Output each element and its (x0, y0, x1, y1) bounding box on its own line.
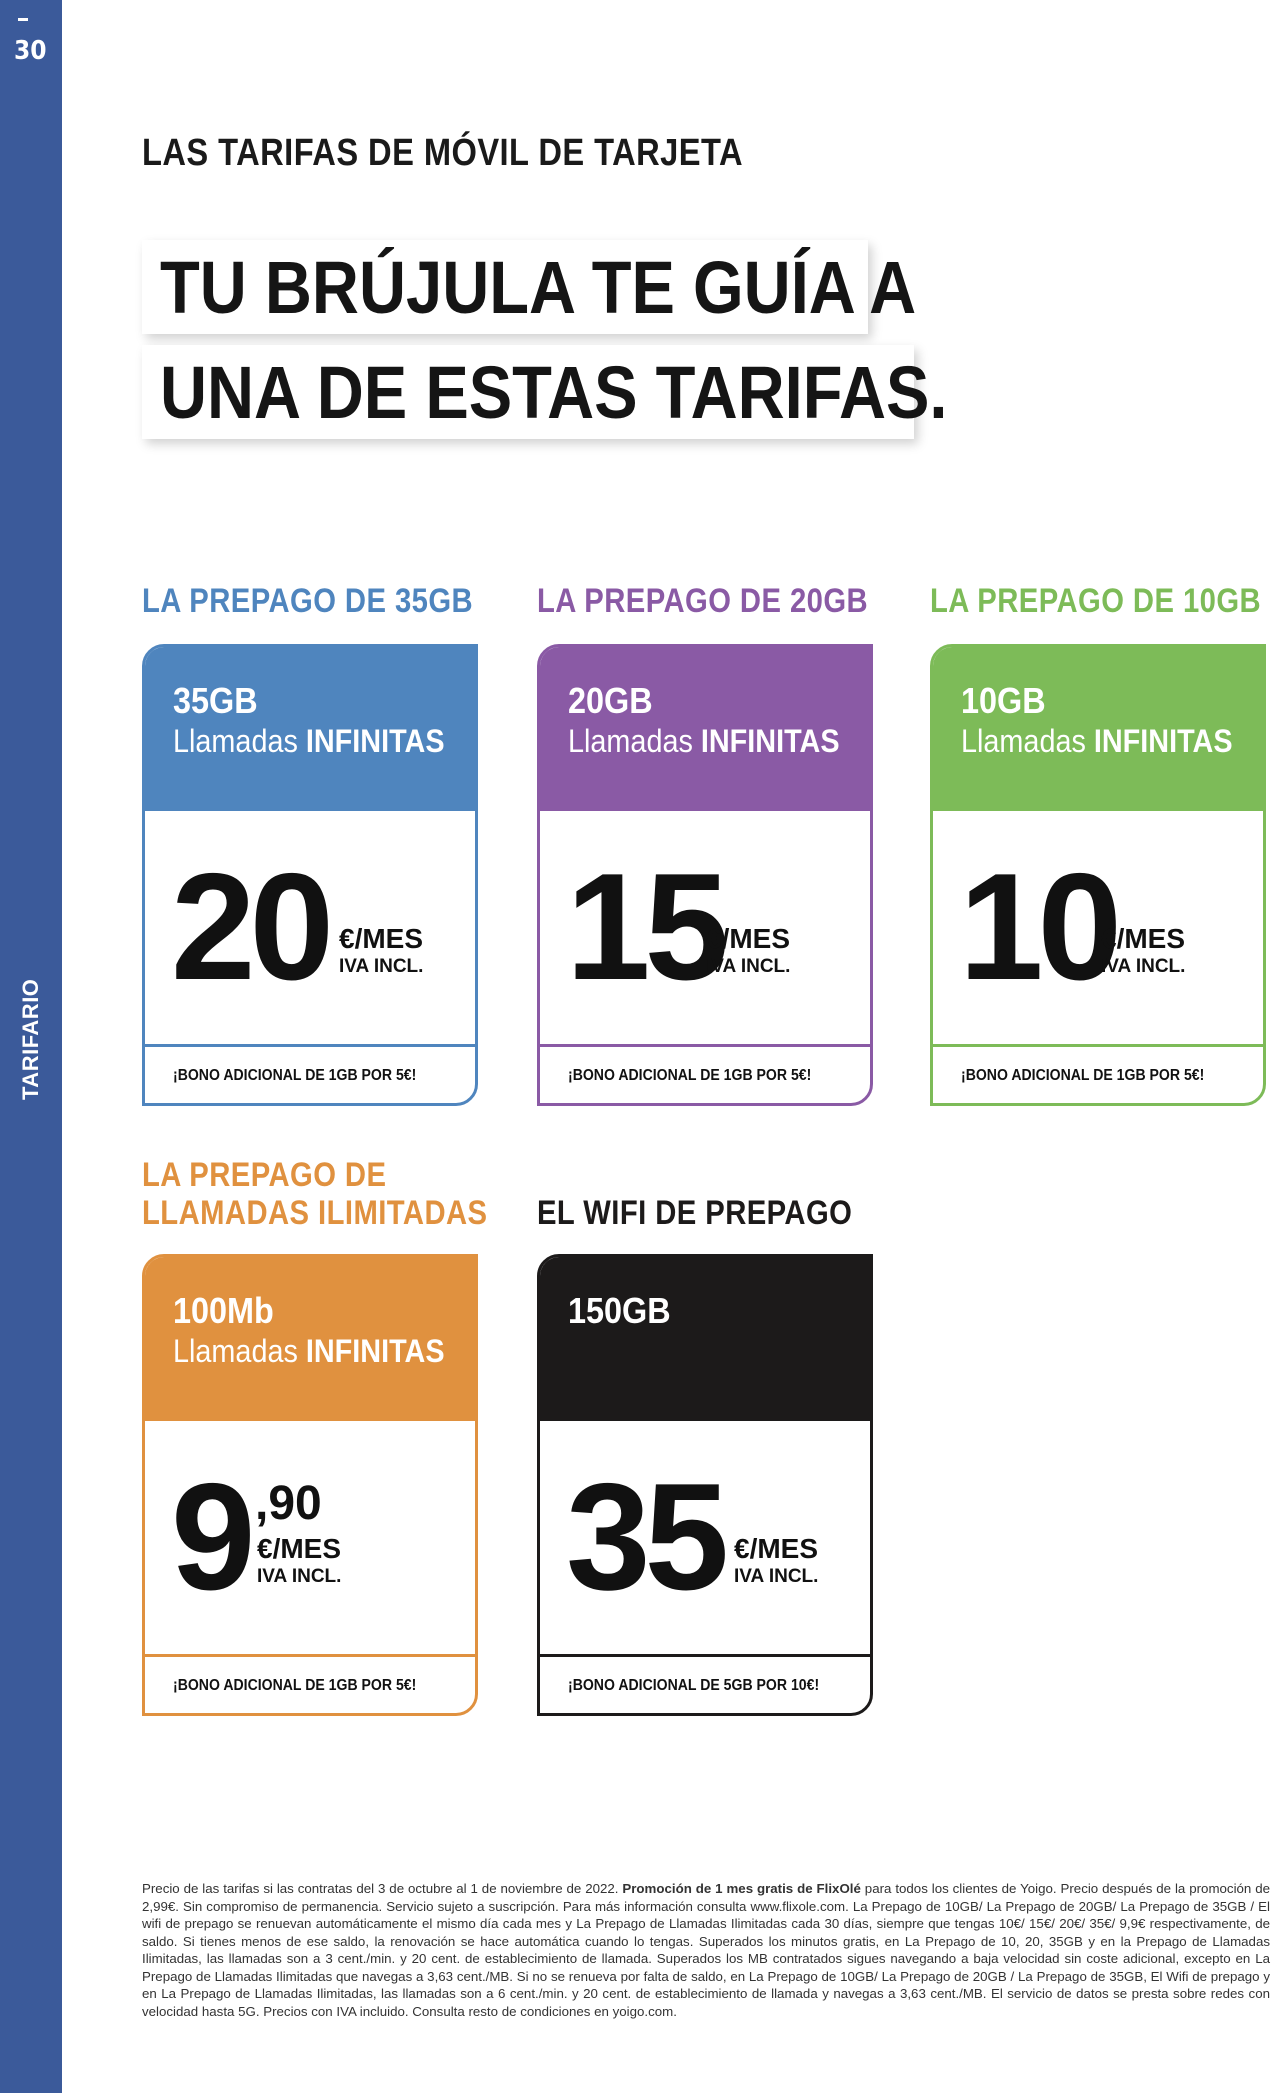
plan-card-header (540, 1257, 870, 1421)
plan-data-amount: 20GB (568, 680, 653, 721)
price-unit: €/MES (706, 923, 791, 954)
menu-dash-icon (18, 18, 28, 21)
headline-line-2: UNA DE ESTAS TARIFAS. (142, 345, 914, 439)
price-tax-note: IVA INCL. (706, 956, 791, 977)
price-unit: €/MES (339, 923, 424, 954)
price-tax-note: IVA INCL. (734, 1566, 819, 1587)
headline-line-1: TU BRÚJULA TE GUÍA A (142, 240, 868, 334)
plan-calls: Llamadas INFINITAS (173, 723, 445, 759)
plan-card-header (145, 1257, 475, 1421)
price-tax-note: IVA INCL. (257, 1566, 342, 1587)
plan-data-amount: 35GB (173, 680, 258, 721)
plan-bonus: ¡BONO ADICIONAL DE 1GB POR 5€! (173, 1067, 417, 1084)
card-divider (145, 1044, 475, 1047)
section-label: TARIFARIO (18, 978, 43, 1100)
plan-title-wifi-prepago: EL WIFI DE PREPAGO (537, 1194, 853, 1232)
sidebar (0, 0, 62, 2093)
page-number: 30 (14, 36, 47, 66)
plan-card-header (540, 647, 870, 811)
plan-data-amount: 10GB (961, 680, 1046, 721)
price-value: 20 (171, 842, 329, 1012)
plan-card-20gb[interactable] (537, 644, 873, 1106)
page-kicker: LAS TARIFAS DE MÓVIL DE TARJETA (142, 132, 744, 174)
price-unit: €/MES (734, 1533, 819, 1564)
plan-title-35gb: LA PREPAGO DE 35GB (142, 582, 474, 620)
legal-footnote: Precio de las tarifas si las contratas del 3 de octubre al 1 de noviembre de 2022. Promoción de 1 mes gratis de FlixOlé para todos los clientes de Yoigo. Precio después de la promoción de 2,99€. Sin compromiso de permanencia. Servicio sujeto a suscripción. Para más información consulta www.flixole.com. La Prepago de 10GB/ La Prepago de 20GB/ La Prepago de 35GB / El wifi de prepago se renuevan automáticamente el mismo día cada mes y La Prepago de Llamadas Ilimitadas cada 30 días, siempre que tengas 10€/ 15€/ 20€/ 35€/ 9,9€ respectivamente, de saldo. Si tienes menos de ese saldo, la renovación se hace automática cuando lo tengas. Superados los minutos gratis, en La Prepago de 10, 20, 35GB y en la Prepago de Llamadas Ilimitadas, las llamadas son a 3 cent./min. y 20 cent. de establecimiento de llamada. Superados los MB contratados sigues navegando a baja velocidad sin coste adicional, excepto en La Prepago de Llamadas Ilimitadas que navegas a 3,63 cent./MB. Si no se renueva por falta de saldo, en La Prepago de 10GB/ La Prepago de 20GB / La Prepago de 35GB, El Wifi de prepago y en La Prepago de Llamadas Ilimitadas, las llamadas son a 6 cent./min. y 20 cent. de establecimiento de llamada y navegas a 3,63 cent./MB. El servicio de datos se presta sobre redes con velocidad hasta 5G. Precios con IVA incluido. Consulta resto de condiciones en yoigo.com. (142, 1881, 1271, 2019)
plan-title-20gb: LA PREPAGO DE 20GB (537, 582, 869, 620)
card-divider (540, 1654, 870, 1657)
plan-calls: Llamadas INFINITAS (961, 723, 1233, 759)
plan-bonus: ¡BONO ADICIONAL DE 1GB POR 5€! (173, 1677, 417, 1694)
plan-card-header (933, 647, 1263, 811)
price-value: 15 (566, 842, 724, 1012)
plan-data-amount: 100Mb (173, 1290, 274, 1331)
price-unit: €/MES (1101, 923, 1186, 954)
plan-title-10gb: LA PREPAGO DE 10GB (930, 582, 1262, 620)
price-value: 9 (171, 1452, 250, 1622)
plan-bonus: ¡BONO ADICIONAL DE 1GB POR 5€! (961, 1067, 1205, 1084)
plan-bonus: ¡BONO ADICIONAL DE 1GB POR 5€! (568, 1067, 812, 1084)
price-tax-note: IVA INCL. (339, 956, 424, 977)
card-divider (145, 1654, 475, 1657)
plan-card-wifi-prepago[interactable] (537, 1254, 873, 1716)
plan-title-llamadas-ilimitadas: LA PREPAGO DE LLAMADAS ILIMITADAS (142, 1156, 488, 1232)
price-value: 10 (959, 842, 1117, 1012)
plan-calls: Llamadas INFINITAS (568, 723, 840, 759)
plan-data-amount: 150GB (568, 1290, 671, 1331)
plan-card-10gb[interactable] (930, 644, 1266, 1106)
price-unit: €/MES (257, 1533, 342, 1564)
card-divider (933, 1044, 1263, 1047)
plan-card-header (145, 647, 475, 811)
price-value: 35 (566, 1452, 724, 1622)
plan-bonus: ¡BONO ADICIONAL DE 5GB POR 10€! (568, 1677, 820, 1694)
plan-card-llamadas-ilimitadas[interactable] (142, 1254, 478, 1716)
price-tax-note: IVA INCL. (1101, 956, 1186, 977)
card-divider (540, 1044, 870, 1047)
price-cents: ,90 (255, 1477, 322, 1530)
plan-card-35gb[interactable] (142, 644, 478, 1106)
plan-calls: Llamadas INFINITAS (173, 1333, 445, 1369)
